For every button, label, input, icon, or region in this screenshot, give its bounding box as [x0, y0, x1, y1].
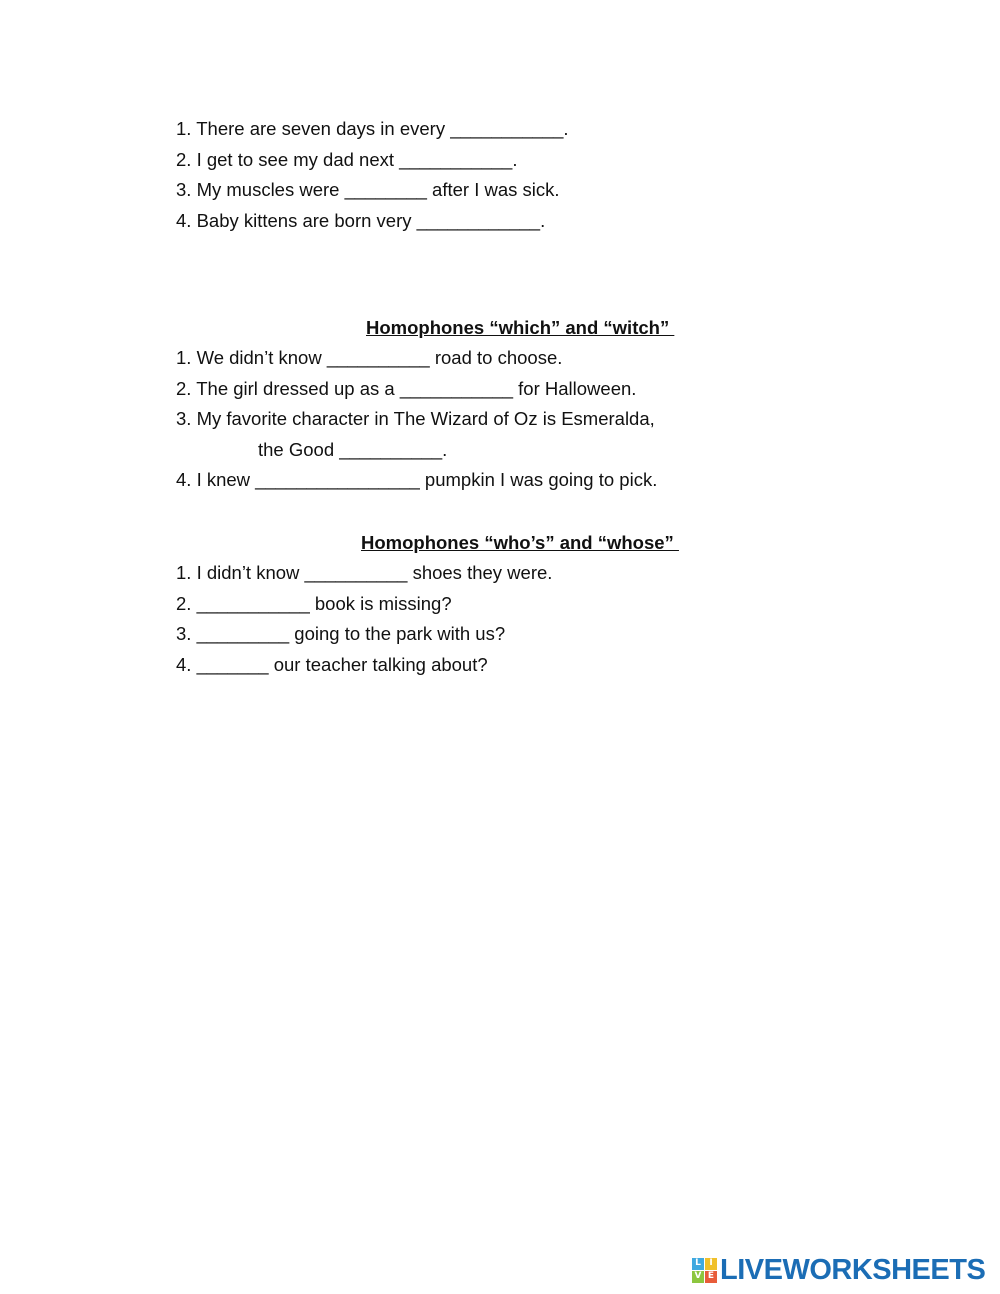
exercise-section-1 [176, 114, 896, 236]
logo-block: E [705, 1271, 717, 1283]
exercise-line: 4. _______ our teacher talking about? [176, 653, 488, 675]
exercise-line: 1. I didn’t know __________ shoes they were. [176, 562, 553, 583]
logo-block: I [705, 1258, 717, 1270]
exercise-line: 4. I knew ________________ pumpkin I was going to pick. [176, 469, 658, 491]
logo-block: V [692, 1271, 704, 1283]
logo-blocks-icon [692, 1258, 717, 1283]
exercise-line: 3. My favorite character in The Wizard of Oz is Esmeralda, [176, 408, 655, 430]
section-heading-whos-whose: Homophones “who’s” and “whose” [361, 532, 679, 553]
liveworksheets-logo [692, 1254, 985, 1286]
exercise-line: 3. _________ going to the park with us? [176, 623, 506, 645]
exercise-line: 1. We didn’t know __________ road to choose. [176, 347, 563, 368]
exercise-line-continuation: the Good __________. [258, 438, 448, 460]
exercise-line: 2. The girl dressed up as a ___________ for Halloween. [176, 377, 637, 399]
exercise-line: 3. My muscles were ________ after I was sick. [176, 179, 560, 201]
exercise-section-3 [176, 558, 896, 680]
exercise-line: 1. There are seven days in every ___________. [176, 118, 569, 139]
exercise-line: 2. I get to see my dad next ___________. [176, 148, 518, 170]
section-heading-which-witch: Homophones “which” and “witch” [366, 317, 675, 338]
logo-text: LIVEWORKSHEETS [720, 1253, 986, 1286]
logo-block: L [692, 1258, 704, 1270]
exercise-line: 2. ___________ book is missing? [176, 592, 452, 614]
exercise-section-2 [176, 343, 896, 496]
exercise-line: 4. Baby kittens are born very ____________. [176, 209, 546, 231]
